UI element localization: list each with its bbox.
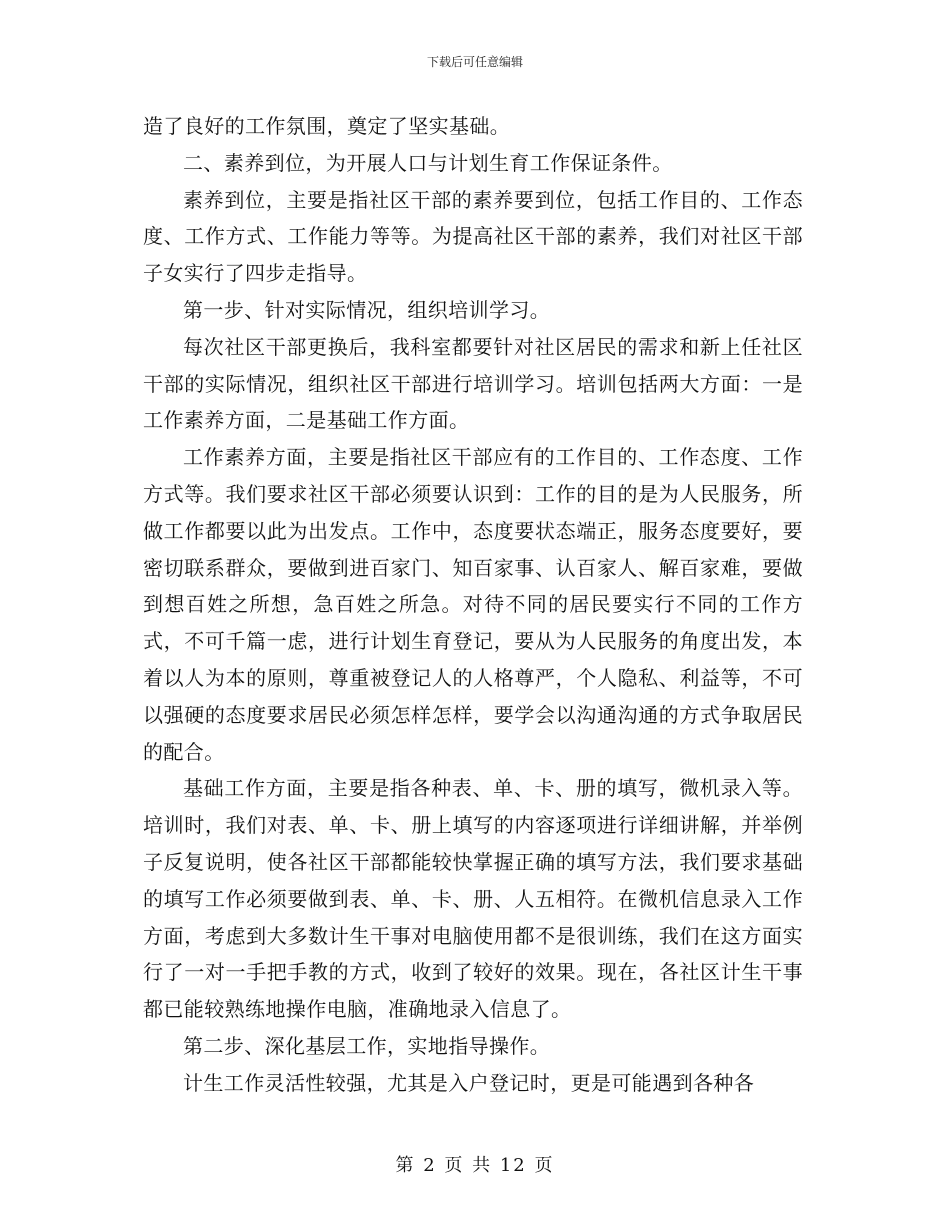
step-heading: 第一步、针对实际情况，组织培训学习。 [183,297,551,322]
paragraph: 基础工作方面，主要是指各种表、单、卡、册的填写，微机录入等。培训时，我们对表、单、卡、册上填写的内容逐项进行详细讲解，并举例子反复说明，使各社区干部都能较快掌握正确的填写方法，我们要求基础的填写工作必须要做到表、单、卡、册、人五相符。在微机信息录入工作方面，考虑到大多数计生干事对电脑使用都不是很训练，我们在这方面实行了一对一手把手教的方式，收到了较好的效果。现在，各社区计生干事都已能较熟练地操作电脑，准确地录入信息了。 [143,776,803,1022]
paragraph: 每次社区干部更换后，我科室都要针对社区居民的需求和新上任社区干部的实际情况，组织社区干部进行培训学习。培训包括两大方面：一是工作素养方面，二是基础工作方面。 [143,334,803,433]
page-number: 第 2 页 共 12 页 [395,1155,555,1176]
section-heading: 二、素养到位，为开展人口与计划生育工作保证条件。 [183,150,673,175]
paragraph: 计生工作灵活性较强，尤其是入户登记时，更是可能遇到各种各 [183,1070,755,1095]
document-body [143,108,803,1102]
paragraph: 素养到位，主要是指社区干部的素养要到位，包括工作目的、工作态度、工作方式、工作能力等等。为提高社区干部的素养，我们对社区干部子女实行了四步走指导。 [143,187,803,286]
paragraph: 工作素养方面，主要是指社区干部应有的工作目的、工作态度、工作方式等。我们要求社区干部必须要认识到：工作的目的是为人民服务，所做工作都要以此为出发点。工作中，态度要状态端正，服务态度要好，要密切联系群众，要做到进百家门、知百家事、认百家人、解百家难，要做到想百姓之所想，急百姓之所急。对待不同的居民要实行不同的工作方式，不可千篇一虑，进行计划生育登记，要从为人民服务的角度出发，本着以人为本的原则，尊重被登记人的人格尊严，个人隐私、利益等，不可以强硬的态度要求居民必须怎样怎样，要学会以沟通沟通的方式争取居民的配合。 [143,445,803,764]
paragraph-continuation: 造了良好的工作氛围，奠定了坚实基础。 [143,114,511,138]
page-header: 下载后可任意编辑 [426,55,523,69]
step-heading: 第二步、深化基层工作，实地指导操作。 [183,1033,551,1058]
